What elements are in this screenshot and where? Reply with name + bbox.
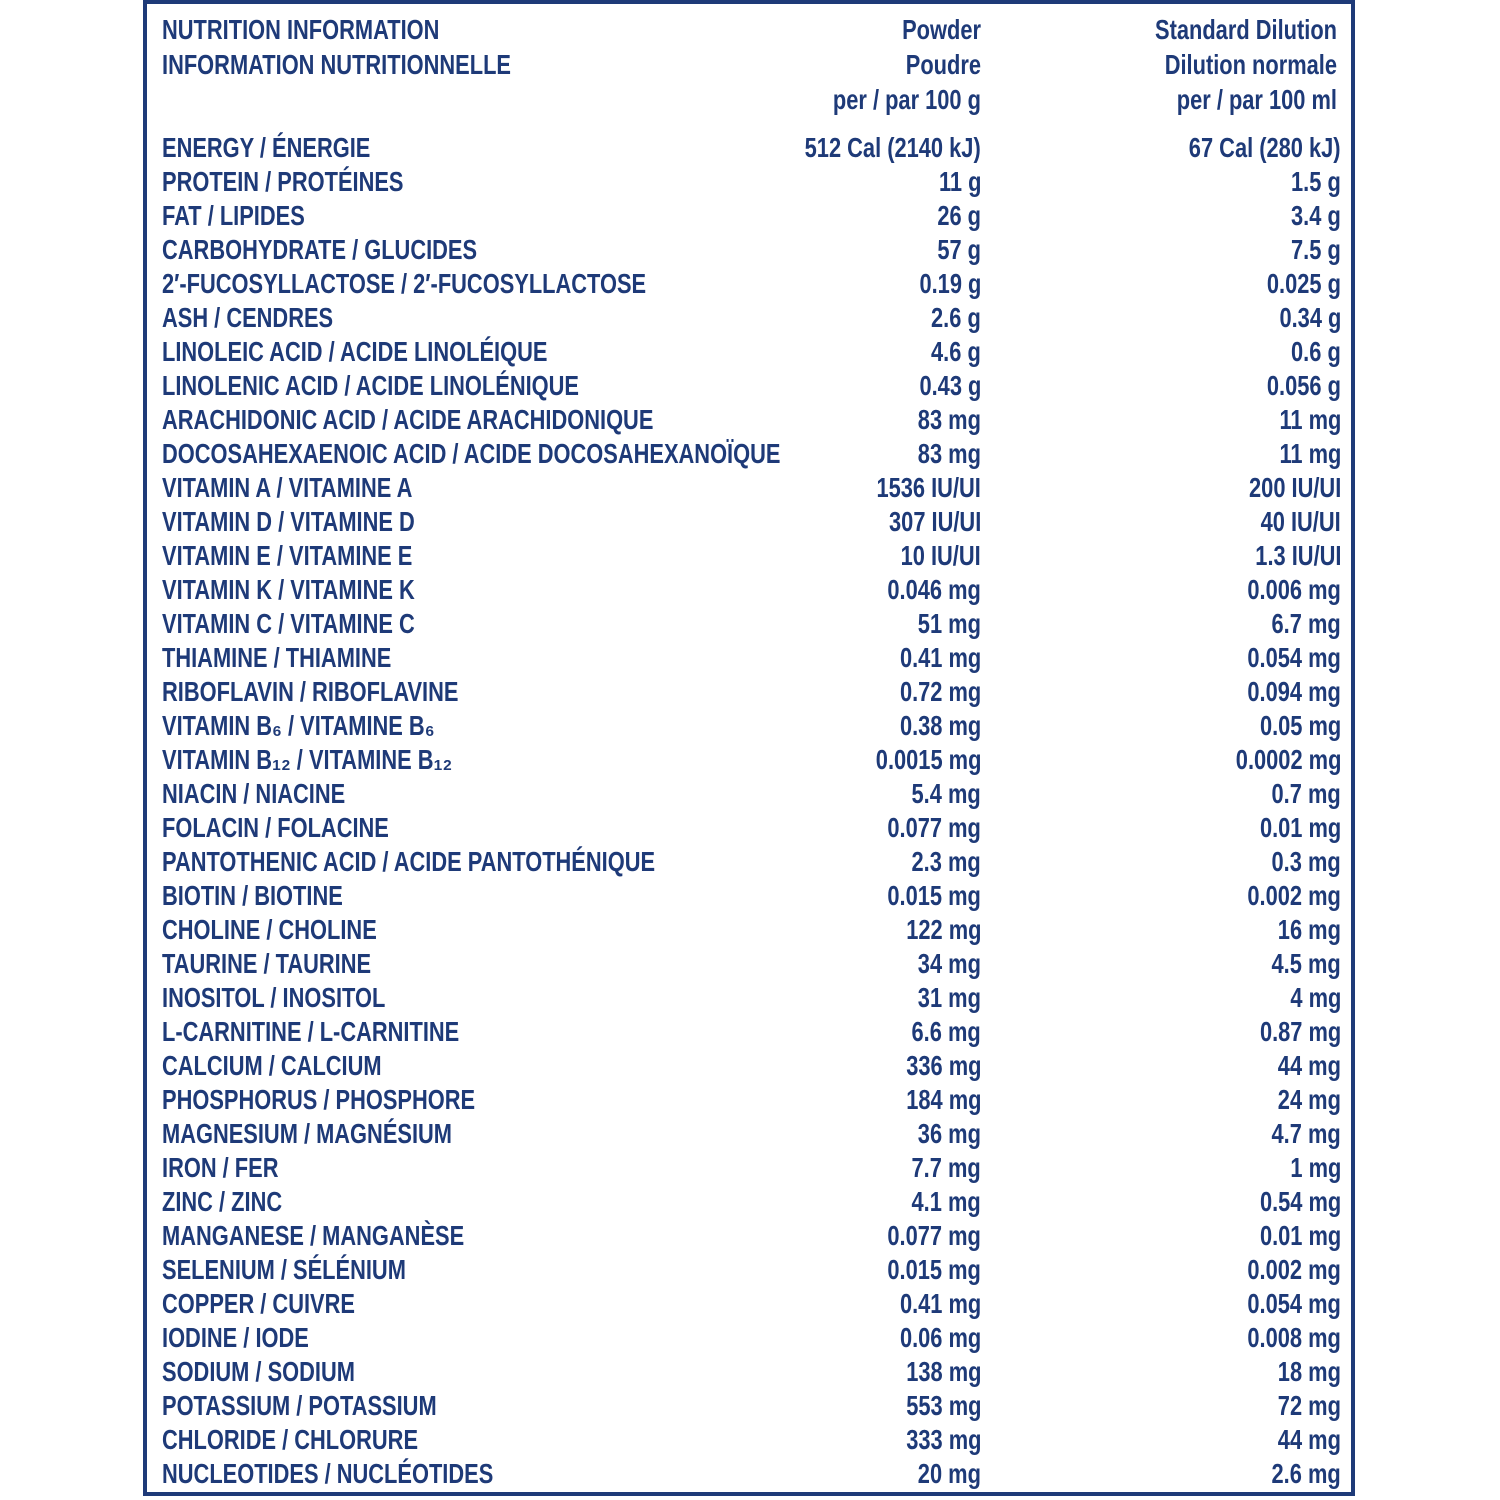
nutrient-row — [162, 573, 1344, 607]
nutrient-row — [162, 641, 1344, 675]
nutrient-rows — [162, 131, 1344, 1491]
nutrient-name: SODIUM / SODIUM — [162, 1356, 355, 1387]
powder-value: 138 mg — [905, 1356, 981, 1387]
powder-value: 0.41 mg — [899, 1288, 981, 1319]
nutrient-row — [162, 947, 1344, 981]
nutrient-row — [162, 607, 1344, 641]
nutrient-name: CARBOHYDRATE / GLUCIDES — [162, 234, 478, 265]
powder-value: 5.4 mg — [911, 778, 981, 809]
dilution-label-en: Standard Dilution — [1155, 14, 1337, 45]
nutrient-row — [162, 1321, 1344, 1355]
nutrient-row — [162, 301, 1344, 335]
powder-value: 4.1 mg — [911, 1186, 981, 1217]
nutrient-name: PANTOTHENIC ACID / ACIDE PANTOTHÉNIQUE — [162, 846, 656, 877]
nutrient-name: MANGANESE / MANGANÈSE — [162, 1220, 465, 1251]
dilution-value: 0.054 mg — [1247, 642, 1341, 673]
nutrient-name: LINOLEIC ACID / ACIDE LINOLÉIQUE — [162, 336, 548, 367]
dilution-value: 0.054 mg — [1247, 1288, 1341, 1319]
nutrient-row — [162, 1457, 1344, 1491]
dilution-value: 16 mg — [1277, 914, 1341, 945]
nutrient-name: VITAMIN K / VITAMINE K — [162, 574, 415, 605]
nutrient-name: ZINC / ZINC — [162, 1186, 283, 1217]
dilution-value: 0.01 mg — [1259, 1220, 1341, 1251]
dilution-value: 2.6 mg — [1271, 1458, 1341, 1489]
powder-label-en: Powder — [902, 14, 981, 45]
dilution-value: 24 mg — [1277, 1084, 1341, 1115]
nutrient-name: CHLORIDE / CHLORURE — [162, 1424, 419, 1455]
nutrient-row — [162, 165, 1344, 199]
nutrient-row — [162, 777, 1344, 811]
nutrient-name: ENERGY / ÉNERGIE — [162, 132, 371, 163]
dilution-value: 11 mg — [1279, 438, 1341, 469]
nutrient-name: ARACHIDONIC ACID / ACIDE ARACHIDONIQUE — [162, 404, 654, 435]
dilution-value: 0.008 mg — [1247, 1322, 1341, 1353]
powder-value: 0.19 g — [919, 268, 981, 299]
dilution-value: 1 mg — [1290, 1152, 1341, 1183]
nutrient-row — [162, 675, 1344, 709]
nutrient-name: TAURINE / TAURINE — [162, 948, 372, 979]
nutrient-row — [162, 1253, 1344, 1287]
dilution-value: 0.01 mg — [1259, 812, 1341, 843]
powder-value: 0.41 mg — [899, 642, 981, 673]
dilution-unit: per / par 100 ml — [1176, 84, 1337, 115]
powder-value: 184 mg — [905, 1084, 981, 1115]
dilution-value: 0.002 mg — [1247, 1254, 1341, 1285]
powder-value: 7.7 mg — [911, 1152, 981, 1183]
dilution-value: 1.5 g — [1291, 166, 1341, 197]
dilution-value: 18 mg — [1277, 1356, 1341, 1387]
powder-value: 6.6 mg — [911, 1016, 981, 1047]
nutrient-row — [162, 199, 1344, 233]
nutrient-name: VITAMIN B₆ / VITAMINE B₆ — [162, 710, 435, 741]
dilution-value: 200 IU/UI — [1248, 472, 1341, 503]
nutrient-name: CHOLINE / CHOLINE — [162, 914, 377, 945]
powder-value: 26 g — [937, 200, 981, 231]
powder-value: 0.077 mg — [887, 812, 981, 843]
dilution-value: 4.7 mg — [1271, 1118, 1341, 1149]
powder-value: 0.06 mg — [899, 1322, 981, 1353]
powder-value: 0.046 mg — [887, 574, 981, 605]
title-french: INFORMATION NUTRITIONNELLE — [162, 49, 512, 80]
nutrient-row — [162, 131, 1344, 165]
nutrient-name: CALCIUM / CALCIUM — [162, 1050, 382, 1081]
powder-value: 0.38 mg — [899, 710, 981, 741]
nutrition-panel — [143, 0, 1355, 1496]
dilution-value: 7.5 g — [1291, 234, 1341, 265]
dilution-value: 11 mg — [1279, 404, 1341, 435]
powder-value: 83 mg — [917, 404, 981, 435]
powder-value: 36 mg — [917, 1118, 981, 1149]
powder-value: 122 mg — [905, 914, 981, 945]
dilution-value: 72 mg — [1277, 1390, 1341, 1421]
nutrient-name: FAT / LIPIDES — [162, 200, 305, 231]
dilution-value: 6.7 mg — [1271, 608, 1341, 639]
nutrient-name: NIACIN / NIACINE — [162, 778, 346, 809]
nutrient-name: LINOLENIC ACID / ACIDE LINOLÉNIQUE — [162, 370, 579, 401]
powder-value: 0.43 g — [919, 370, 981, 401]
powder-unit: per / par 100 g — [832, 84, 981, 115]
nutrient-name: PROTEIN / PROTÉINES — [162, 166, 404, 197]
nutrient-row — [162, 1185, 1344, 1219]
dilution-value: 0.7 mg — [1271, 778, 1341, 809]
dilution-value: 0.056 g — [1266, 370, 1341, 401]
dilution-value: 0.34 g — [1279, 302, 1341, 333]
dilution-value: 0.002 mg — [1247, 880, 1341, 911]
dilution-value: 4.5 mg — [1271, 948, 1341, 979]
nutrient-row — [162, 437, 1344, 471]
nutrient-name: VITAMIN D / VITAMINE D — [162, 506, 415, 537]
nutrient-row — [162, 471, 1344, 505]
powder-value: 0.0015 mg — [875, 744, 981, 775]
nutrient-name: THIAMINE / THIAMINE — [162, 642, 392, 673]
nutrient-row — [162, 1219, 1344, 1253]
nutrient-row — [162, 1389, 1344, 1423]
nutrient-name: 2′-FUCOSYLLACTOSE / 2′-FUCOSYLLACTOSE — [162, 268, 647, 299]
dilution-value: 4 mg — [1290, 982, 1341, 1013]
nutrient-name: FOLACIN / FOLACINE — [162, 812, 389, 843]
nutrient-row — [162, 335, 1344, 369]
powder-column-header — [721, 12, 981, 117]
powder-value: 11 g — [938, 166, 981, 197]
nutrient-name: SELENIUM / SÉLÉNIUM — [162, 1254, 406, 1285]
powder-value: 336 mg — [905, 1050, 981, 1081]
powder-value: 0.015 mg — [887, 880, 981, 911]
nutrient-row — [162, 1151, 1344, 1185]
dilution-value: 0.3 mg — [1271, 846, 1341, 877]
nutrient-row — [162, 403, 1344, 437]
dilution-column-header — [1017, 12, 1337, 117]
nutrient-name: VITAMIN B₁₂ / VITAMINE B₁₂ — [162, 744, 453, 775]
powder-value: 512 Cal (2140 kJ) — [804, 132, 981, 163]
nutrient-name: MAGNESIUM / MAGNÉSIUM — [162, 1118, 452, 1149]
nutrient-row — [162, 267, 1344, 301]
nutrient-name: COPPER / CUIVRE — [162, 1288, 355, 1319]
nutrient-row — [162, 1117, 1344, 1151]
nutrient-row — [162, 981, 1344, 1015]
dilution-value: 0.6 g — [1291, 336, 1341, 367]
dilution-value: 0.87 mg — [1259, 1016, 1341, 1047]
nutrient-name: VITAMIN E / VITAMINE E — [162, 540, 413, 571]
dilution-value: 44 mg — [1277, 1424, 1341, 1455]
nutrient-name: POTASSIUM / POTASSIUM — [162, 1390, 437, 1421]
powder-value: 83 mg — [917, 438, 981, 469]
powder-value: 333 mg — [905, 1424, 981, 1455]
powder-value: 0.72 mg — [899, 676, 981, 707]
nutrient-row — [162, 709, 1344, 743]
dilution-value: 0.05 mg — [1259, 710, 1341, 741]
powder-value: 0.077 mg — [887, 1220, 981, 1251]
nutrient-row — [162, 505, 1344, 539]
powder-value: 1536 IU/UI — [876, 472, 981, 503]
dilution-value: 0.0002 mg — [1235, 744, 1341, 775]
nutrient-row — [162, 1423, 1344, 1457]
powder-value: 10 IU/UI — [900, 540, 981, 571]
powder-value: 31 mg — [917, 982, 981, 1013]
nutrient-name: L-CARNITINE / L-CARNITINE — [162, 1016, 460, 1047]
dilution-value: 44 mg — [1277, 1050, 1341, 1081]
nutrient-row — [162, 1015, 1344, 1049]
nutrient-name: NUCLEOTIDES / NUCLÉOTIDES — [162, 1458, 494, 1489]
nutrient-row — [162, 743, 1344, 777]
nutrient-row — [162, 1049, 1344, 1083]
dilution-value: 1.3 IU/UI — [1254, 540, 1341, 571]
powder-value: 51 mg — [917, 608, 981, 639]
nutrient-name: IRON / FER — [162, 1152, 279, 1183]
nutrient-row — [162, 369, 1344, 403]
title-block — [162, 12, 782, 82]
nutrient-row — [162, 879, 1344, 913]
powder-label-fr: Poudre — [905, 49, 981, 80]
powder-value: 57 g — [937, 234, 981, 265]
powder-value: 0.015 mg — [887, 1254, 981, 1285]
nutrient-name: RIBOFLAVIN / RIBOFLAVINE — [162, 676, 459, 707]
nutrient-name: VITAMIN A / VITAMINE A — [162, 472, 413, 503]
dilution-value: 3.4 g — [1291, 200, 1341, 231]
dilution-value: 40 IU/UI — [1260, 506, 1341, 537]
nutrition-header — [162, 12, 1344, 130]
nutrient-row — [162, 1083, 1344, 1117]
powder-value: 2.6 g — [931, 302, 981, 333]
nutrient-name: ASH / CENDRES — [162, 302, 334, 333]
nutrient-row — [162, 913, 1344, 947]
nutrient-name: IODINE / IODE — [162, 1322, 309, 1353]
dilution-value: 67 Cal (280 kJ) — [1189, 132, 1341, 163]
nutrient-name: PHOSPHORUS / PHOSPHORE — [162, 1084, 476, 1115]
title-english: NUTRITION INFORMATION — [162, 14, 440, 45]
powder-value: 553 mg — [905, 1390, 981, 1421]
nutrient-name: DOCOSAHEXAENOIC ACID / ACIDE DOCOSAHEXANOÏQUE — [162, 438, 781, 469]
dilution-value: 0.094 mg — [1247, 676, 1341, 707]
powder-value: 307 IU/UI — [888, 506, 981, 537]
nutrient-row — [162, 539, 1344, 573]
dilution-value: 0.54 mg — [1259, 1186, 1341, 1217]
powder-value: 2.3 mg — [911, 846, 981, 877]
powder-value: 4.6 g — [931, 336, 981, 367]
dilution-value: 0.025 g — [1266, 268, 1341, 299]
nutrient-name: VITAMIN C / VITAMINE C — [162, 608, 415, 639]
nutrient-name: INOSITOL / INOSITOL — [162, 982, 386, 1013]
dilution-label-fr: Dilution normale — [1164, 49, 1337, 80]
powder-value: 34 mg — [917, 948, 981, 979]
nutrient-name: BIOTIN / BIOTINE — [162, 880, 343, 911]
dilution-value: 0.006 mg — [1247, 574, 1341, 605]
nutrient-row — [162, 233, 1344, 267]
nutrient-row — [162, 1287, 1344, 1321]
nutrient-row — [162, 845, 1344, 879]
nutrient-row — [162, 811, 1344, 845]
nutrient-row — [162, 1355, 1344, 1389]
powder-value: 20 mg — [917, 1458, 981, 1489]
